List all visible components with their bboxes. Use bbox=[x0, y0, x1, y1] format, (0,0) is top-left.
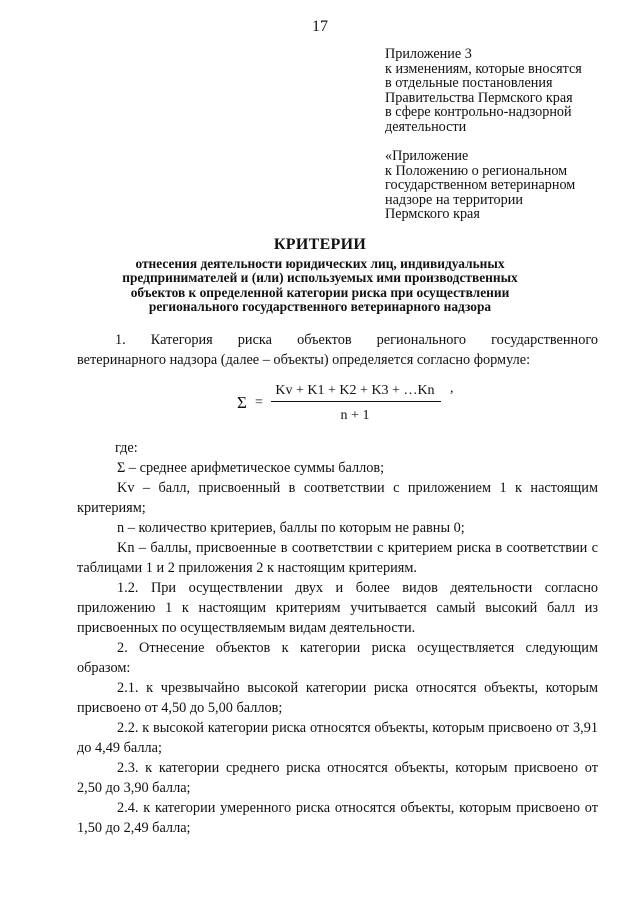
formula-equals: = bbox=[255, 395, 263, 410]
subtitle-line: отнесения деятельности юридических лиц, индивидуальных bbox=[135, 256, 505, 271]
definition-sigma: Σ – среднее арифметическое суммы баллов; bbox=[117, 460, 385, 476]
formula-denominator: n + 1 bbox=[340, 408, 370, 423]
appendix-header-line: к изменениям, которые вносятся bbox=[385, 60, 582, 77]
appendix-header-line: Правительства Пермского края bbox=[385, 89, 573, 106]
risk-formula bbox=[77, 378, 598, 432]
definition-kv: Kv – балл, присвоенный в соответствии с приложением 1 к настоящим критериям; bbox=[77, 480, 598, 516]
subtitle-line: предпринимателей и (или) используемых ими производственных bbox=[122, 270, 518, 286]
formula-trailing-comma: , bbox=[450, 381, 454, 396]
appendix-reference-line: «Приложение bbox=[385, 148, 469, 164]
definition-n: n – количество критериев, баллы по которым не равны 0; bbox=[117, 520, 465, 536]
appendix-header-line: в отдельные постановления bbox=[385, 75, 553, 91]
definition-kn: Kn – баллы, присвоенные в соответствии с критерием риска в соответствии с таблицами 1 и 2 приложения 2 к настоящим критериям. bbox=[77, 540, 598, 576]
paragraph-2-2: 2.2. к высокой категории риска относятся объекты, которым присвоено от 3,91 до 4,49 балла; bbox=[77, 720, 598, 756]
appendix-reference-line: государственном ветеринарном bbox=[385, 177, 576, 193]
paragraph-2-3: 2.3. к категории среднего риска относятся объекты, которым присвоено от 2,50 до 3,90 балла; bbox=[77, 760, 598, 796]
paragraph-1-line-2: ветеринарного надзора (далее – объекты) определяется согласно формуле: bbox=[77, 352, 531, 368]
paragraph-1-line-1: 1. Категория риска объектов регионального государственного bbox=[115, 332, 598, 348]
paragraph-2-4: 2.4. к категории умеренного риска относятся объекты, которым присвоено от 1,50 до 2,49 балла; bbox=[77, 800, 598, 836]
paragraph-1-2: 1.2. При осуществлении двух и более видов деятельности согласно приложению 1 к настоящим критериям учитывается самый высокий балл из присвоенных по осуществляемым видам деятельности. bbox=[77, 580, 598, 636]
document-body bbox=[77, 330, 598, 838]
appendix-header-line: деятельности bbox=[385, 118, 467, 135]
document-subtitle bbox=[60, 257, 580, 314]
appendix-header-line: Приложение 3 bbox=[385, 46, 472, 62]
paragraph-2-1: 2.1. к чрезвычайно высокой категории риска относятся объекты, которым присвоено от 4,50 до 5,00 баллов; bbox=[77, 680, 598, 716]
appendix-reference-line: к Положению о региональном bbox=[385, 162, 568, 179]
paragraph-2: 2. Отнесение объектов к категории риска осуществляется следующим образом: bbox=[77, 640, 598, 676]
subtitle-line: объектов к определенной категории риска при осуществлении bbox=[130, 284, 510, 300]
where-label: где: bbox=[115, 440, 138, 456]
appendix-reference bbox=[385, 149, 620, 222]
appendix-header bbox=[385, 47, 620, 134]
appendix-reference-line: надзоре на территории bbox=[385, 191, 523, 208]
appendix-reference-line: Пермского края bbox=[385, 206, 480, 222]
appendix-header-line: в сфере контрольно-надзорной bbox=[385, 104, 572, 120]
formula-numerator: Kv + K1 + K2 + K3 + …Kn bbox=[275, 383, 435, 398]
formula-sigma: Σ bbox=[237, 393, 247, 412]
document-title: КРИТЕРИИ bbox=[273, 236, 367, 253]
subtitle-line: регионального государственного ветеринарного надзора bbox=[148, 298, 492, 314]
page-number: 17 bbox=[312, 18, 328, 35]
formula-fraction-bar bbox=[271, 401, 441, 402]
